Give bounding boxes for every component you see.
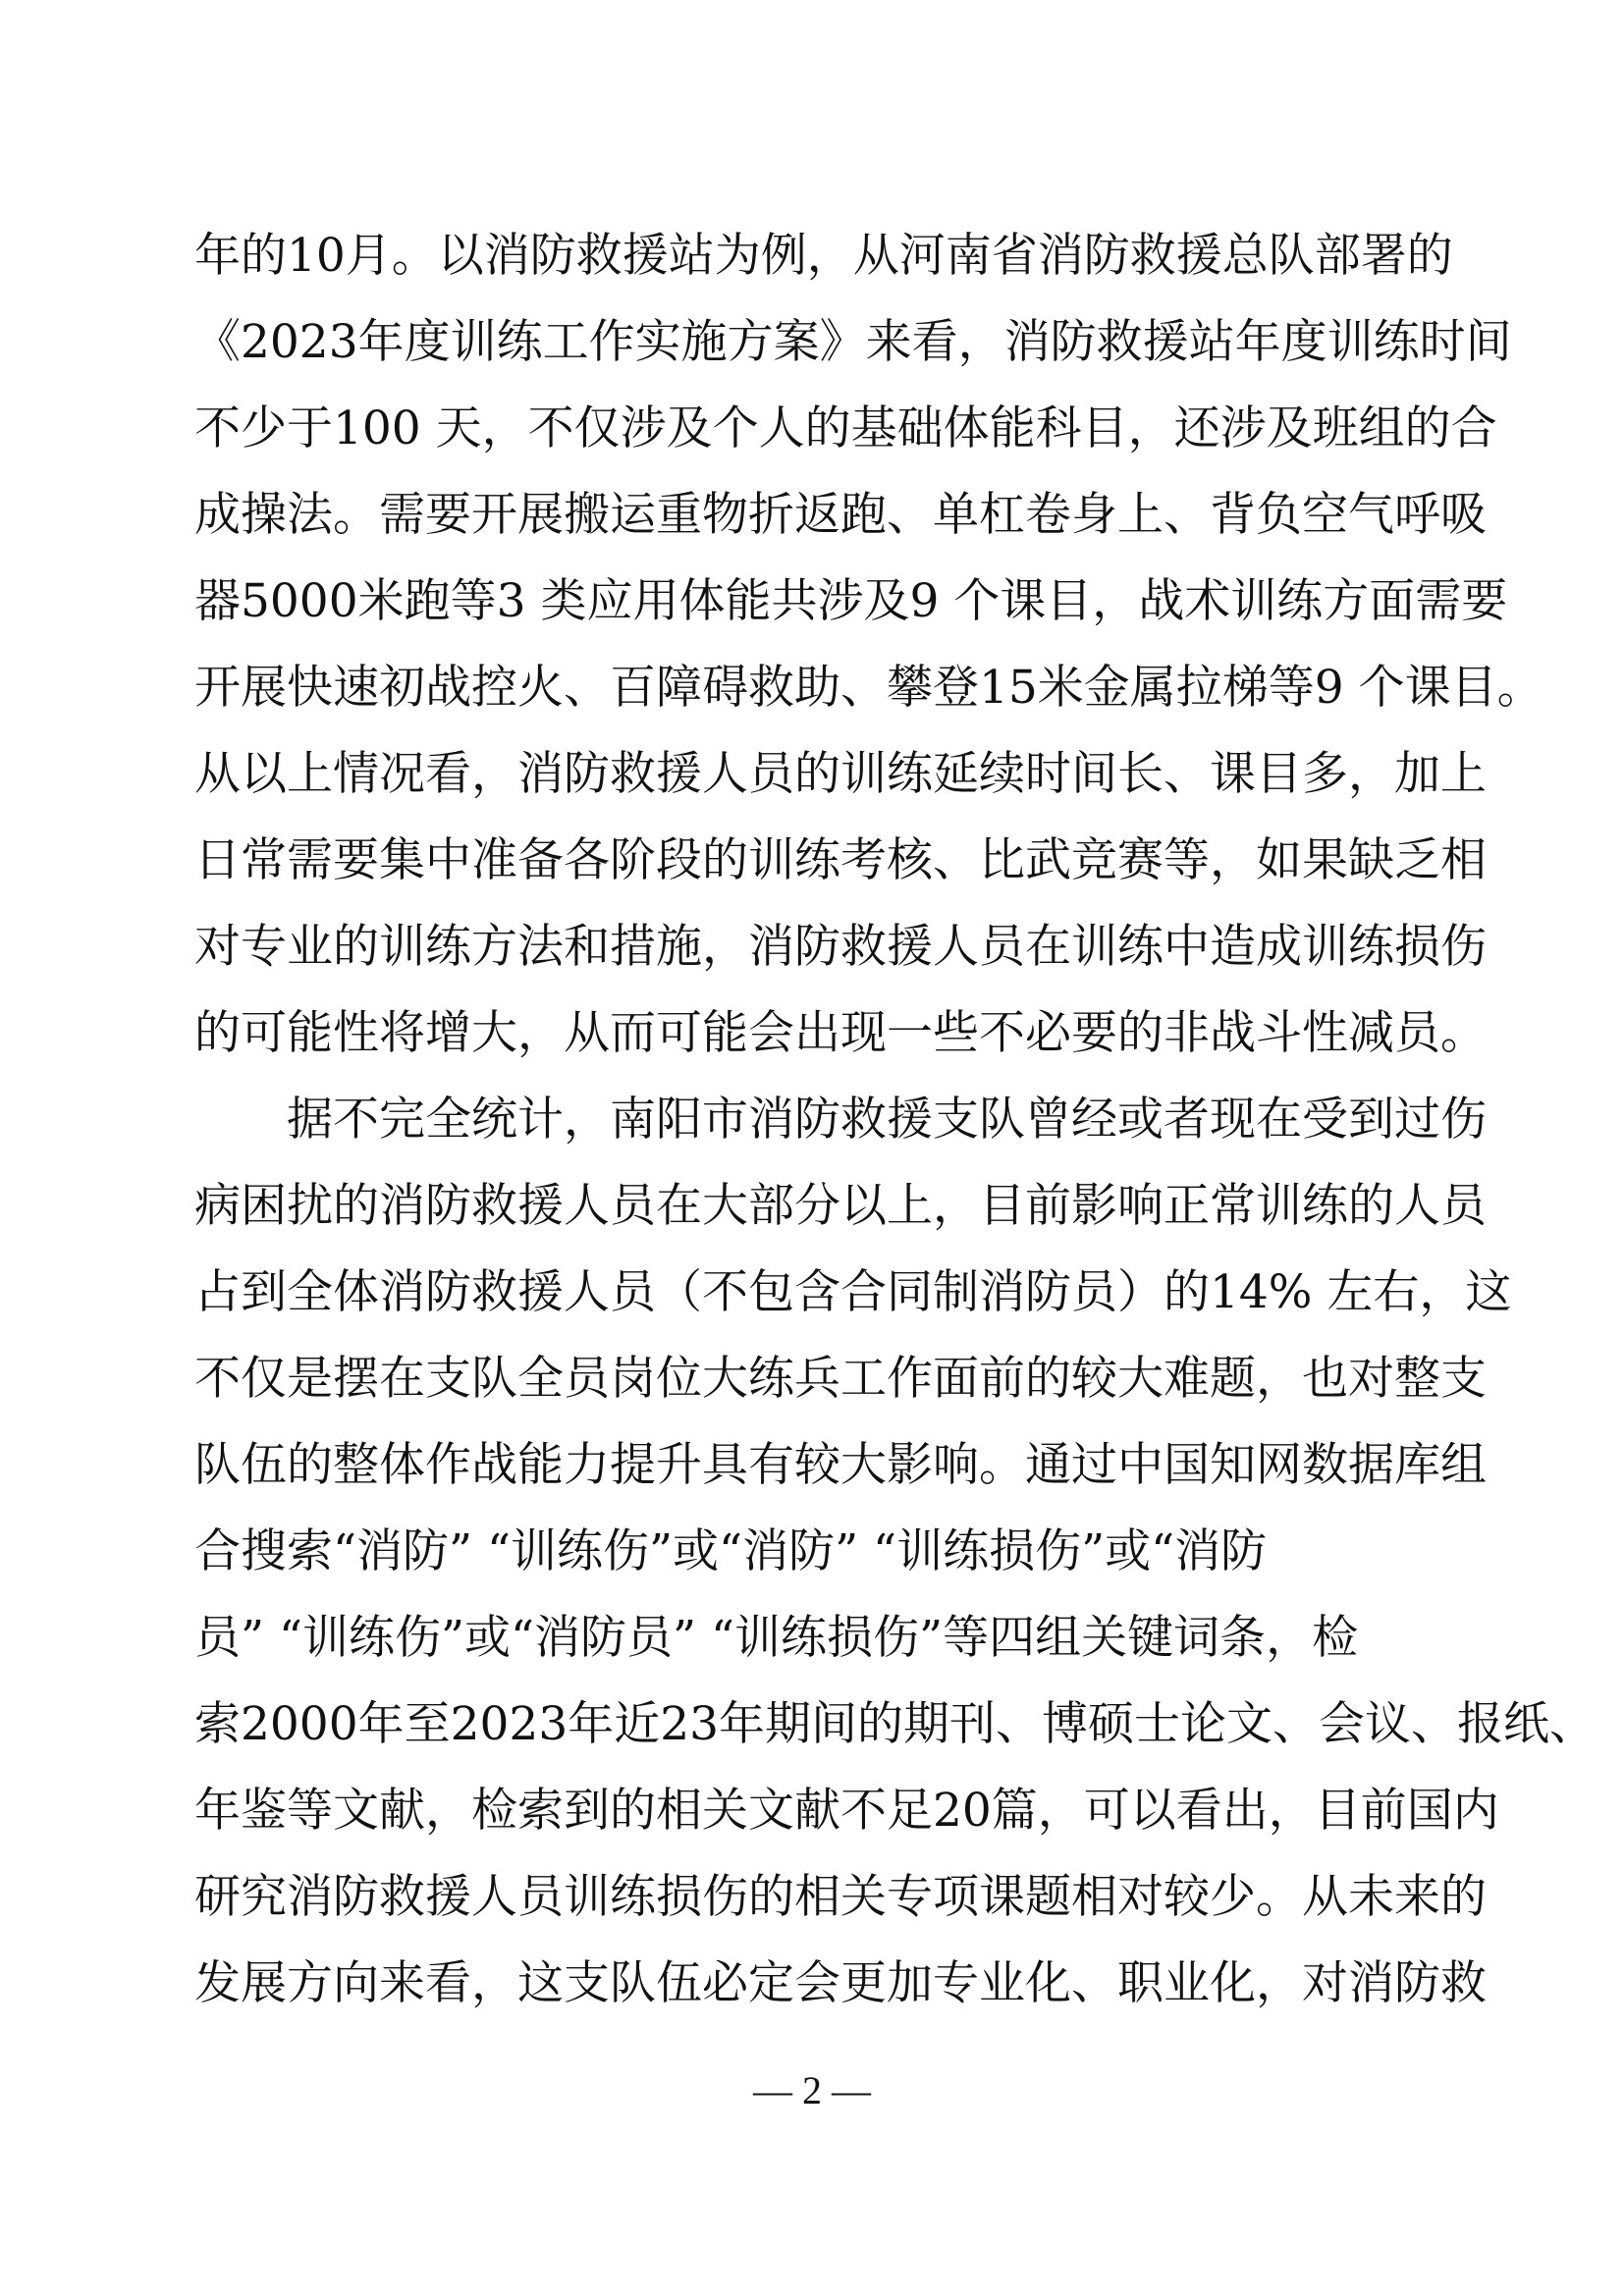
paragraph-2-line-2: 病困扰的消防救援人员在大部分以上，目前影响正常训练的人员 — [194, 1179, 1487, 1233]
paragraph-2-line-6: 合搜索“消防” “训练伤”或“消防” “训练损伤”或“消防 — [194, 1524, 1268, 1578]
paragraph-2-line-9: 年鉴等文献，检索到的相关文献不足20篇，可以看出，目前国内 — [194, 1784, 1499, 1838]
paragraph-2-line-1: 据不完全统计，南阳市消防救援支队曾经或者现在受到过伤 — [194, 1093, 1487, 1147]
paragraph-1-line-5: 器5000米跑等3 类应用体能共涉及9 个课目，战术训练方面需要 — [194, 574, 1508, 628]
paragraph-1-line-9: 对专业的训练方法和措施，消防救援人员在训练中造成训练损伤 — [194, 920, 1487, 974]
paragraph-2-line-5: 队伍的整体作战能力提升具有较大影响。通过中国知网数据库组 — [194, 1438, 1487, 1492]
paragraph-1-line-8: 日常需要集中准备各阶段的训练考核、比武竞赛等，如果缺乏相 — [194, 833, 1487, 887]
paragraph-1-line-3: 不少于100 天，不仅涉及个人的基础体能科目，还涉及班组的合 — [194, 401, 1497, 455]
paragraph-2-line-4: 不仅是摆在支队全员岗位大练兵工作面前的较大难题，也对整支 — [194, 1352, 1487, 1406]
paragraph-2-line-7: 员” “训练伤”或“消防员” “训练损伤”等四组关键词条，检 — [194, 1611, 1359, 1665]
paragraph-2-line-3: 占到全体消防救援人员（不包含合同制消防员）的14% 左右，这 — [194, 1265, 1512, 1319]
page-number: — 2 — — [753, 2068, 871, 2112]
paragraph-1-line-10: 的可能性将增大，从而可能会出现一些不必要的非战斗性减员。 — [194, 1006, 1487, 1060]
paragraph-2-line-11: 发展方向来看，这支队伍必定会更加专业化、职业化，对消防救 — [194, 1956, 1487, 2010]
paragraph-2-line-8: 索2000年至2023年近23年期间的期刊、博硕士论文、会议、报纸、 — [194, 1697, 1597, 1751]
paragraph-1-line-7: 从以上情况看，消防救援人员的训练延续时间长、课目多，加上 — [194, 747, 1487, 801]
paragraph-1-line-6: 开展快速初战控火、百障碍救助、攀登15米金属拉梯等9 个课目。 — [194, 661, 1543, 715]
paragraph-1-line-4: 成操法。需要开展搬运重物折返跑、单杠卷身上、背负空气呼吸 — [194, 488, 1487, 542]
paragraph-1-line-2: 《2023年度训练工作实施方案》来看，消防救援站年度训练时间 — [194, 315, 1512, 369]
paragraph-1-line-1: 年的10月。以消防救援站为例，从河南省消防救援总队部署的 — [194, 229, 1453, 283]
paragraph-2-line-10: 研究消防救援人员训练损伤的相关专项课题相对较少。从未来的 — [194, 1870, 1487, 1924]
